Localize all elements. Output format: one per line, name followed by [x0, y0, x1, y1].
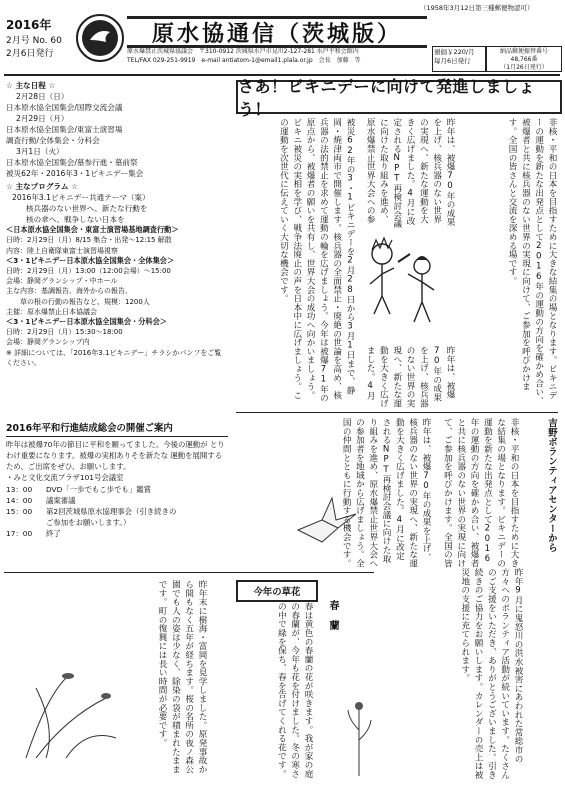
issue-number: 2月号 No. 60 [6, 36, 62, 46]
event2-title: ＜3・1ビキニデー日本原水協全国集会・全体集会＞ [6, 255, 175, 265]
meeting-time: 14：00 [6, 495, 33, 505]
schedule-item: 日本原水協全国集会/墓参行進・墓前祭 [6, 158, 138, 167]
event2-line: 会場：静岡グランシップ・中ホール [6, 277, 118, 286]
issue-info [6, 16, 66, 59]
meeting-desc: 終了 [46, 528, 61, 538]
event3-line: 会場：静岡グランシップ内 [6, 338, 90, 347]
schedule-note: ※ 詳細については、「2016年3.1ビキニデー」チラシかパンフをご覧ください。 [6, 348, 222, 367]
schedule-item: 2月28日（日） [16, 92, 69, 101]
emblem-logo [76, 14, 124, 62]
volunteer-body: 昨年9月に鬼怒川の洪水被害にあわれた常総市の方々へのボランティア活動が続いています。たくさんのご支援をいただき、ありがとうございました。引き続きのご協力をお願いします。カレンダーの売上は被災地の支援に充てられます。 [459, 568, 523, 780]
headline-banner [236, 77, 562, 119]
approval-note: （1958年3月12日第三種郵便物認可） [420, 4, 534, 12]
org-line: 原水爆禁止茨城県協議会 〒310-0912 茨城県水戸市見川2-127-281 水戸平和会館内 [127, 48, 359, 55]
price: 頒価￥220/月 [434, 48, 475, 56]
event2-line: 日時：2月29日（月）13:00（12:00会場）～15:00 [6, 267, 171, 276]
theme-b: 核の傘へ、戦争しない日本を [26, 215, 125, 224]
headline: さあ！ビキニデーに向けて発進しましょう！ [238, 77, 536, 119]
postal-label: 納品郵便振替番号 [499, 48, 548, 55]
meeting-place: ・みと文化交流プラザ101号会議室 [6, 473, 124, 483]
masthead-title: 原水協通信（茨城版） [151, 20, 402, 47]
bottom-left-article: 昨年末に樹海・富岡を見学しました。原発事故から間もなく五年が経ちます。桜の名所の夜ノ森公園でも人の姿は少なく、除染の袋が積まれたままです。町の復興には長い時間が必要です。 [157, 580, 207, 774]
schedule-item: 3月1日（火） [16, 147, 64, 156]
schedule-item: 被災62年・2016年3・1ビキニデー集会 [6, 169, 144, 178]
middle-article-continued: 昨年は、被爆70年の成果を上げ、核兵器のない世界の実現へ、新たな運動を大きく広げました。4月 [365, 346, 455, 408]
orchid-painting [6, 578, 126, 778]
meeting-row [6, 495, 228, 506]
event2-line: 主な内容：基調報告、海外からの報告、 [6, 287, 132, 296]
volunteer-title: 吉野ボランティアセンターから [546, 418, 557, 553]
right-lower-article: 非核・平和の日本を目指すために大きな結集の場となります。ビキニデーの運動を新たな出発点として2016年の運動の方向を確かめ合い、被爆者と共に核兵器のない世界の実現に向けて、ご参加を呼びかけます。全国の皆 [442, 418, 519, 568]
theme-line: 2016年3.1ビキニデー共通テーマ（案） [12, 193, 150, 202]
mid-rule [236, 412, 558, 413]
right-article: 非核・平和の日本を目指すために大きな結集の場となります。ビキニデーの運動を新たな出発点として2016年の運動の方向を確かめ合い、被爆者と共に核兵器のない世界の実現に向けて、ご参加を呼びかけます。全国の皆さんと交流を深める場です。 [507, 118, 557, 406]
price-box [432, 46, 486, 72]
bottom-mid-article: 春は黄色の春蘭の花が咲きます。我が家の庭の春蘭が、今年も花を付けました。冬の寒さの中で緑を保ち、春を告げてくれる花です。 [276, 602, 313, 778]
meeting-row [6, 506, 228, 517]
bikini-day-illustration [364, 232, 444, 342]
meeting-desc: DVD「一歩でもこ歩でも」鑑賞 [46, 484, 151, 494]
schedule-item: 日本原水協全国集会/東富士演習場 [6, 125, 123, 134]
meeting-title: 2016年平和行進結成総会の開催ご案内 [6, 422, 228, 437]
meeting-row [6, 517, 228, 528]
schedule-panel [6, 80, 228, 368]
meeting-panel [6, 422, 228, 539]
postal-number: 48,766番 [510, 55, 538, 63]
event1-line: 内容：陸上自衛隊東富士演習場視察 [6, 246, 118, 255]
event2-line: 主催：原水爆禁止日本協議会 [6, 307, 97, 316]
event3-line: 日時：2月29日（月）15:30～18:00 [6, 328, 123, 337]
main-article: 被災62年の3・1ビキニデーを2月28日から3月1日まで、静岡・焼津両市で開催します。核兵器の全面禁止・廃絶の世論を高め、核兵器の法的禁止を求めて運動の輪を広げましょう。今年は被爆71年の原点から、被爆者の願いを共有し、世界大会の成功へ向かいましょう。ビキニ被災の実相を学び、戦争法廃止の声を日本中に広げましょう。この運動を次世代に伝えていく大切な機会です。 [278, 118, 355, 403]
center-lower-article: 昨年は、被爆70年の成果を上げ、核兵器のない世界の実現へ、新たな運動を大きく広げました。4月に改定されるNPT再検討会議に向けた取り組みを進め、原水爆禁止世界大会への参加者を地域から広げましょう。全国の仲間とともに行動する機会です。 [341, 418, 431, 568]
meeting-body: 昨年は被爆70年の節目に平和を願ってました。今後の運動が とりわけ重要になります。被爆の実相ありそを新たな 運動を展開するため、ご出席をぜひ、お願いします。 [6, 440, 225, 472]
middle-article: 昨年は、被爆70年の成果を上げ、核兵器のない世界の実現へ、新たな運動を大きく広げました。4月に改定されるNPT再検討会議に向けた取り組みを進め、原水爆禁止世界大会への参 [365, 118, 455, 228]
contact-line: TEL/FAX 029-251-9919 e-mail antiatom-1@email1.plala.or.jp 会長 加藤 等 [127, 57, 361, 64]
event1-title: ＜日本原水協全国集会・東富士演習場基地調査行動＞ [6, 225, 179, 234]
schedule-title: ☆ 主な日程 ☆ [6, 81, 56, 90]
issue-year: 2016年 [6, 18, 52, 32]
flower-heading-box [236, 580, 318, 602]
meeting-desc: ご参加をお願いします。） [46, 517, 131, 527]
schedule-item: 調査行動/全体集会・分科会 [6, 136, 100, 145]
flower-illustration [344, 680, 374, 776]
meeting-time: 15：00 [6, 506, 33, 516]
postal-sub: （1月26日発行） [500, 63, 548, 71]
event2-line: 草の根の行動の報告など、規模：1200人 [6, 297, 150, 306]
postal-box [486, 46, 562, 72]
bottom-rule [4, 572, 374, 573]
meeting-time: 17：00 [6, 528, 33, 538]
issue-date: 2月6日発行 [6, 49, 54, 59]
masthead-title-bar [127, 16, 427, 48]
event3-title: ＜3・1ビキニデー日本原水協全国集会・分科会＞ [6, 316, 167, 326]
event1-line: 日時：2月29日（月）8/15 集合・出発～12:15 解散 [6, 236, 172, 245]
meeting-desc: 議案審議 [46, 495, 76, 505]
theme-a: 核兵器のない世界へ、新たな行動を [26, 204, 148, 213]
schedule-item: 日本原水協全国集会/国際交流会議 [6, 103, 123, 112]
meeting-time: 13：00 [6, 484, 33, 494]
flower-name: 春 蘭 [327, 600, 338, 631]
program-title: ☆ 主なプログラム ☆ [6, 182, 78, 191]
meeting-row [6, 484, 228, 495]
schedule-item: 2月29日（月） [16, 114, 69, 123]
meeting-row [6, 528, 228, 539]
flower-heading: 今年の草花 [253, 587, 301, 598]
meeting-time [6, 517, 46, 528]
schedule: 毎月6日発行 [434, 57, 471, 66]
meeting-desc: 第2回茨城県原水協理事会（引き続きの [46, 506, 177, 516]
dove-icon [80, 18, 120, 58]
